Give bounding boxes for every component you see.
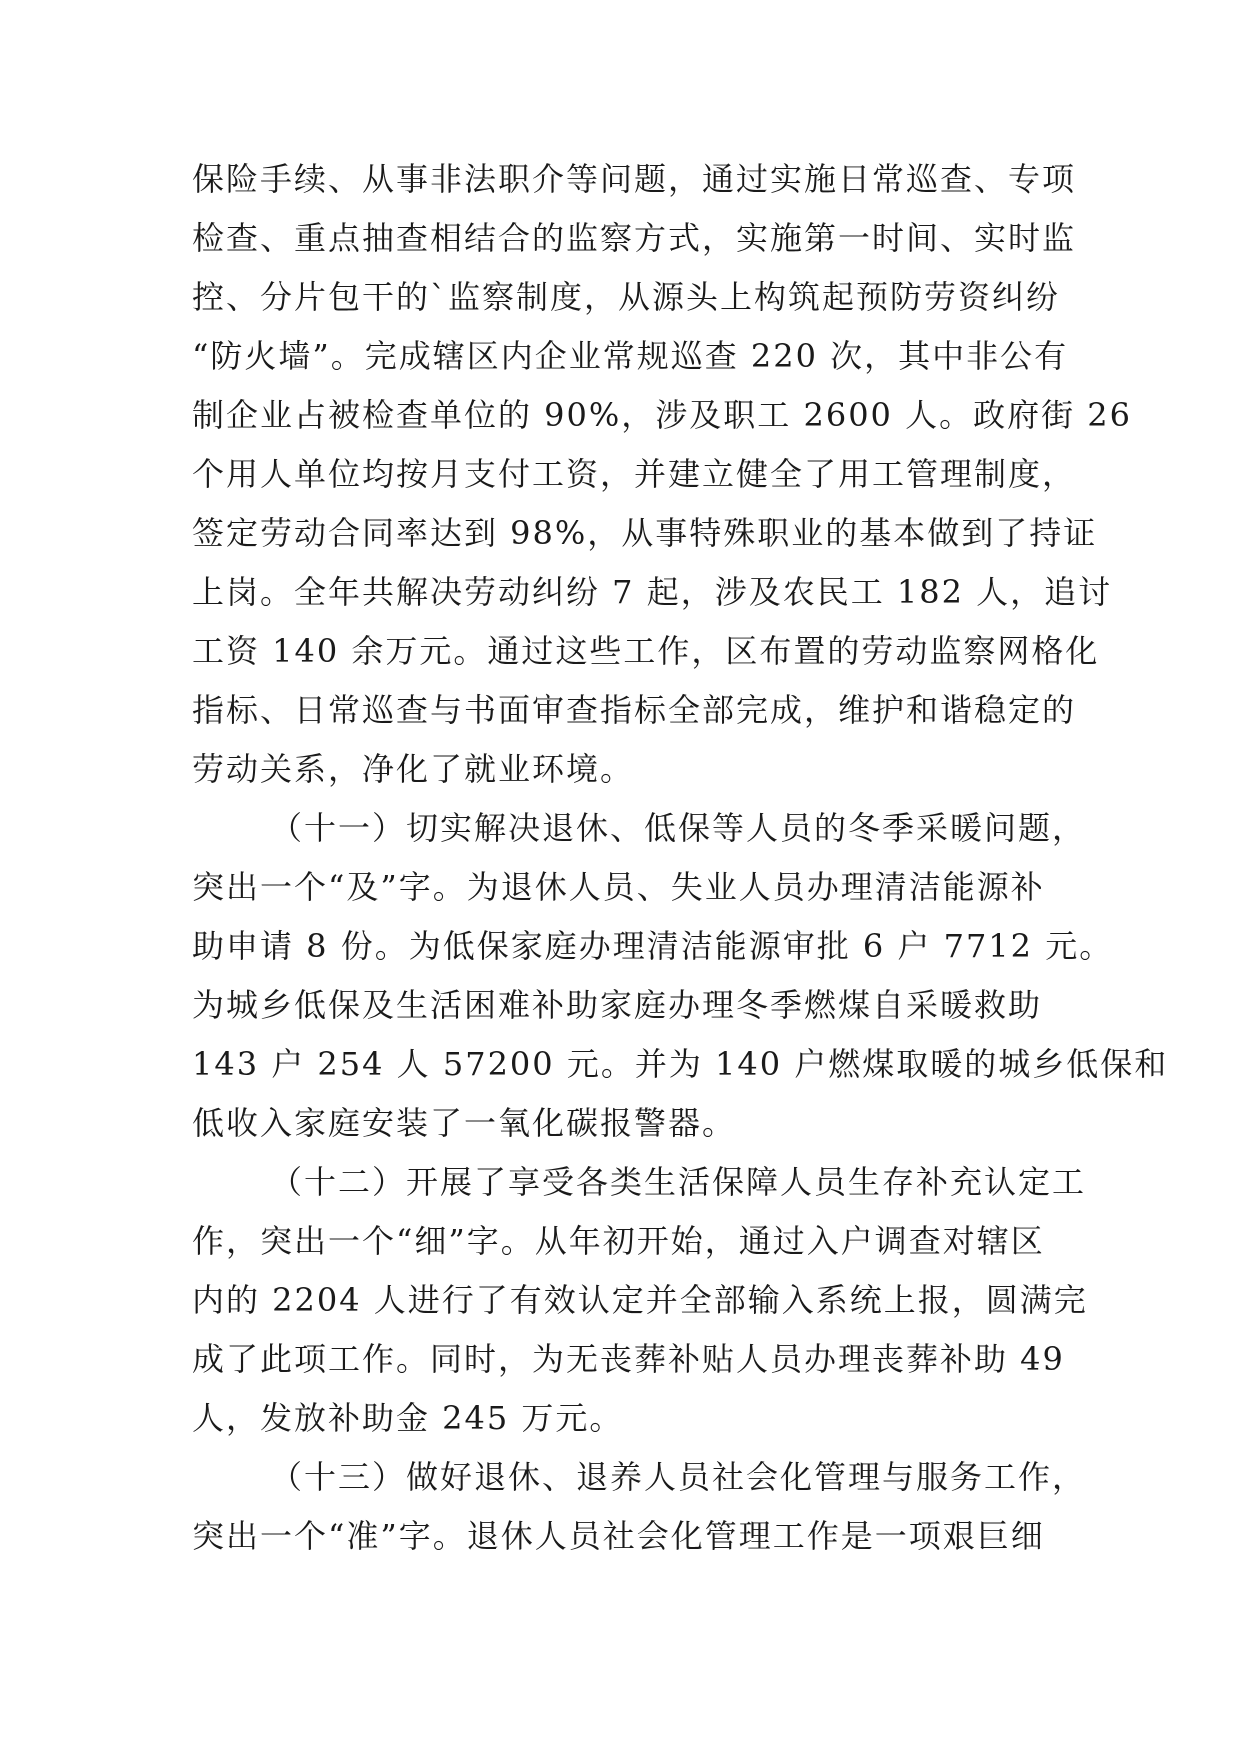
- text-line: 143 户 254 人 57200 元。并为 140 户燃煤取暖的城乡低保和: [192, 1045, 1169, 1083]
- text-line: 个用人单位均按月支付工资，并建立健全了用工管理制度，: [192, 455, 1077, 493]
- text-line: 突出一个“及”字。为退休人员、失业人员办理清洁能源补: [192, 868, 1045, 906]
- text-line: 为城乡低保及生活困难补助家庭办理冬季燃煤自采暖救助: [192, 986, 1043, 1024]
- text-line: 上岗。全年共解决劳动纠纷 7 起，涉及农民工 182 人，追讨: [192, 573, 1113, 611]
- text-line: 指标、日常巡查与书面审查指标全部完成，维护和谐稳定的: [192, 691, 1077, 729]
- text-line: 签定劳动合同率达到 98%，从事特殊职业的基本做到了持证: [192, 514, 1098, 552]
- text-line: 保险手续、从事非法职介等问题，通过实施日常巡查、专项: [192, 160, 1077, 198]
- text-line: 制企业占被检查单位的 90%，涉及职工 2600 人。政府街 26: [192, 396, 1132, 434]
- text-line: 人，发放补助金 245 万元。: [192, 1399, 624, 1437]
- section-heading-line: （十二）开展了享受各类生活保障人员生存补充认定工: [270, 1163, 1087, 1201]
- text-line: 工资 140 余万元。通过这些工作，区布置的劳动监察网格化: [192, 632, 1100, 670]
- text-line: 控、分片包干的`监察制度，从源头上构筑起预防劳资纠纷: [192, 278, 1061, 316]
- document-body: [192, 150, 1169, 1566]
- section-heading-line: （十三）做好退休、退养人员社会化管理与服务工作，: [270, 1458, 1087, 1496]
- text-line: 突出一个“准”字。退休人员社会化管理工作是一项艰巨细: [192, 1517, 1045, 1555]
- text-line: 助申请 8 份。为低保家庭办理清洁能源审批 6 户 7712 元。: [192, 927, 1114, 965]
- text-line: 劳动关系，净化了就业环境。: [192, 750, 635, 788]
- text-line: 内的 2204 人进行了有效认定并全部输入系统上报，圆满完: [192, 1281, 1088, 1319]
- text-line: 作，突出一个“细”字。从年初开始，通过入户调查对辖区: [192, 1222, 1045, 1260]
- text-line: “防火墙”。完成辖区内企业常规巡查 220 次，其中非公有: [192, 337, 1069, 375]
- text-line: 检查、重点抽查相结合的监察方式，实施第一时间、实时监: [192, 219, 1077, 257]
- text-line: 低收入家庭安装了一氧化碳报警器。: [192, 1104, 737, 1142]
- section-heading-line: （十一）切实解决退休、低保等人员的冬季采暖问题，: [270, 809, 1087, 847]
- text-line: 成了此项工作。同时，为无丧葬补贴人员办理丧葬补助 49: [192, 1340, 1065, 1378]
